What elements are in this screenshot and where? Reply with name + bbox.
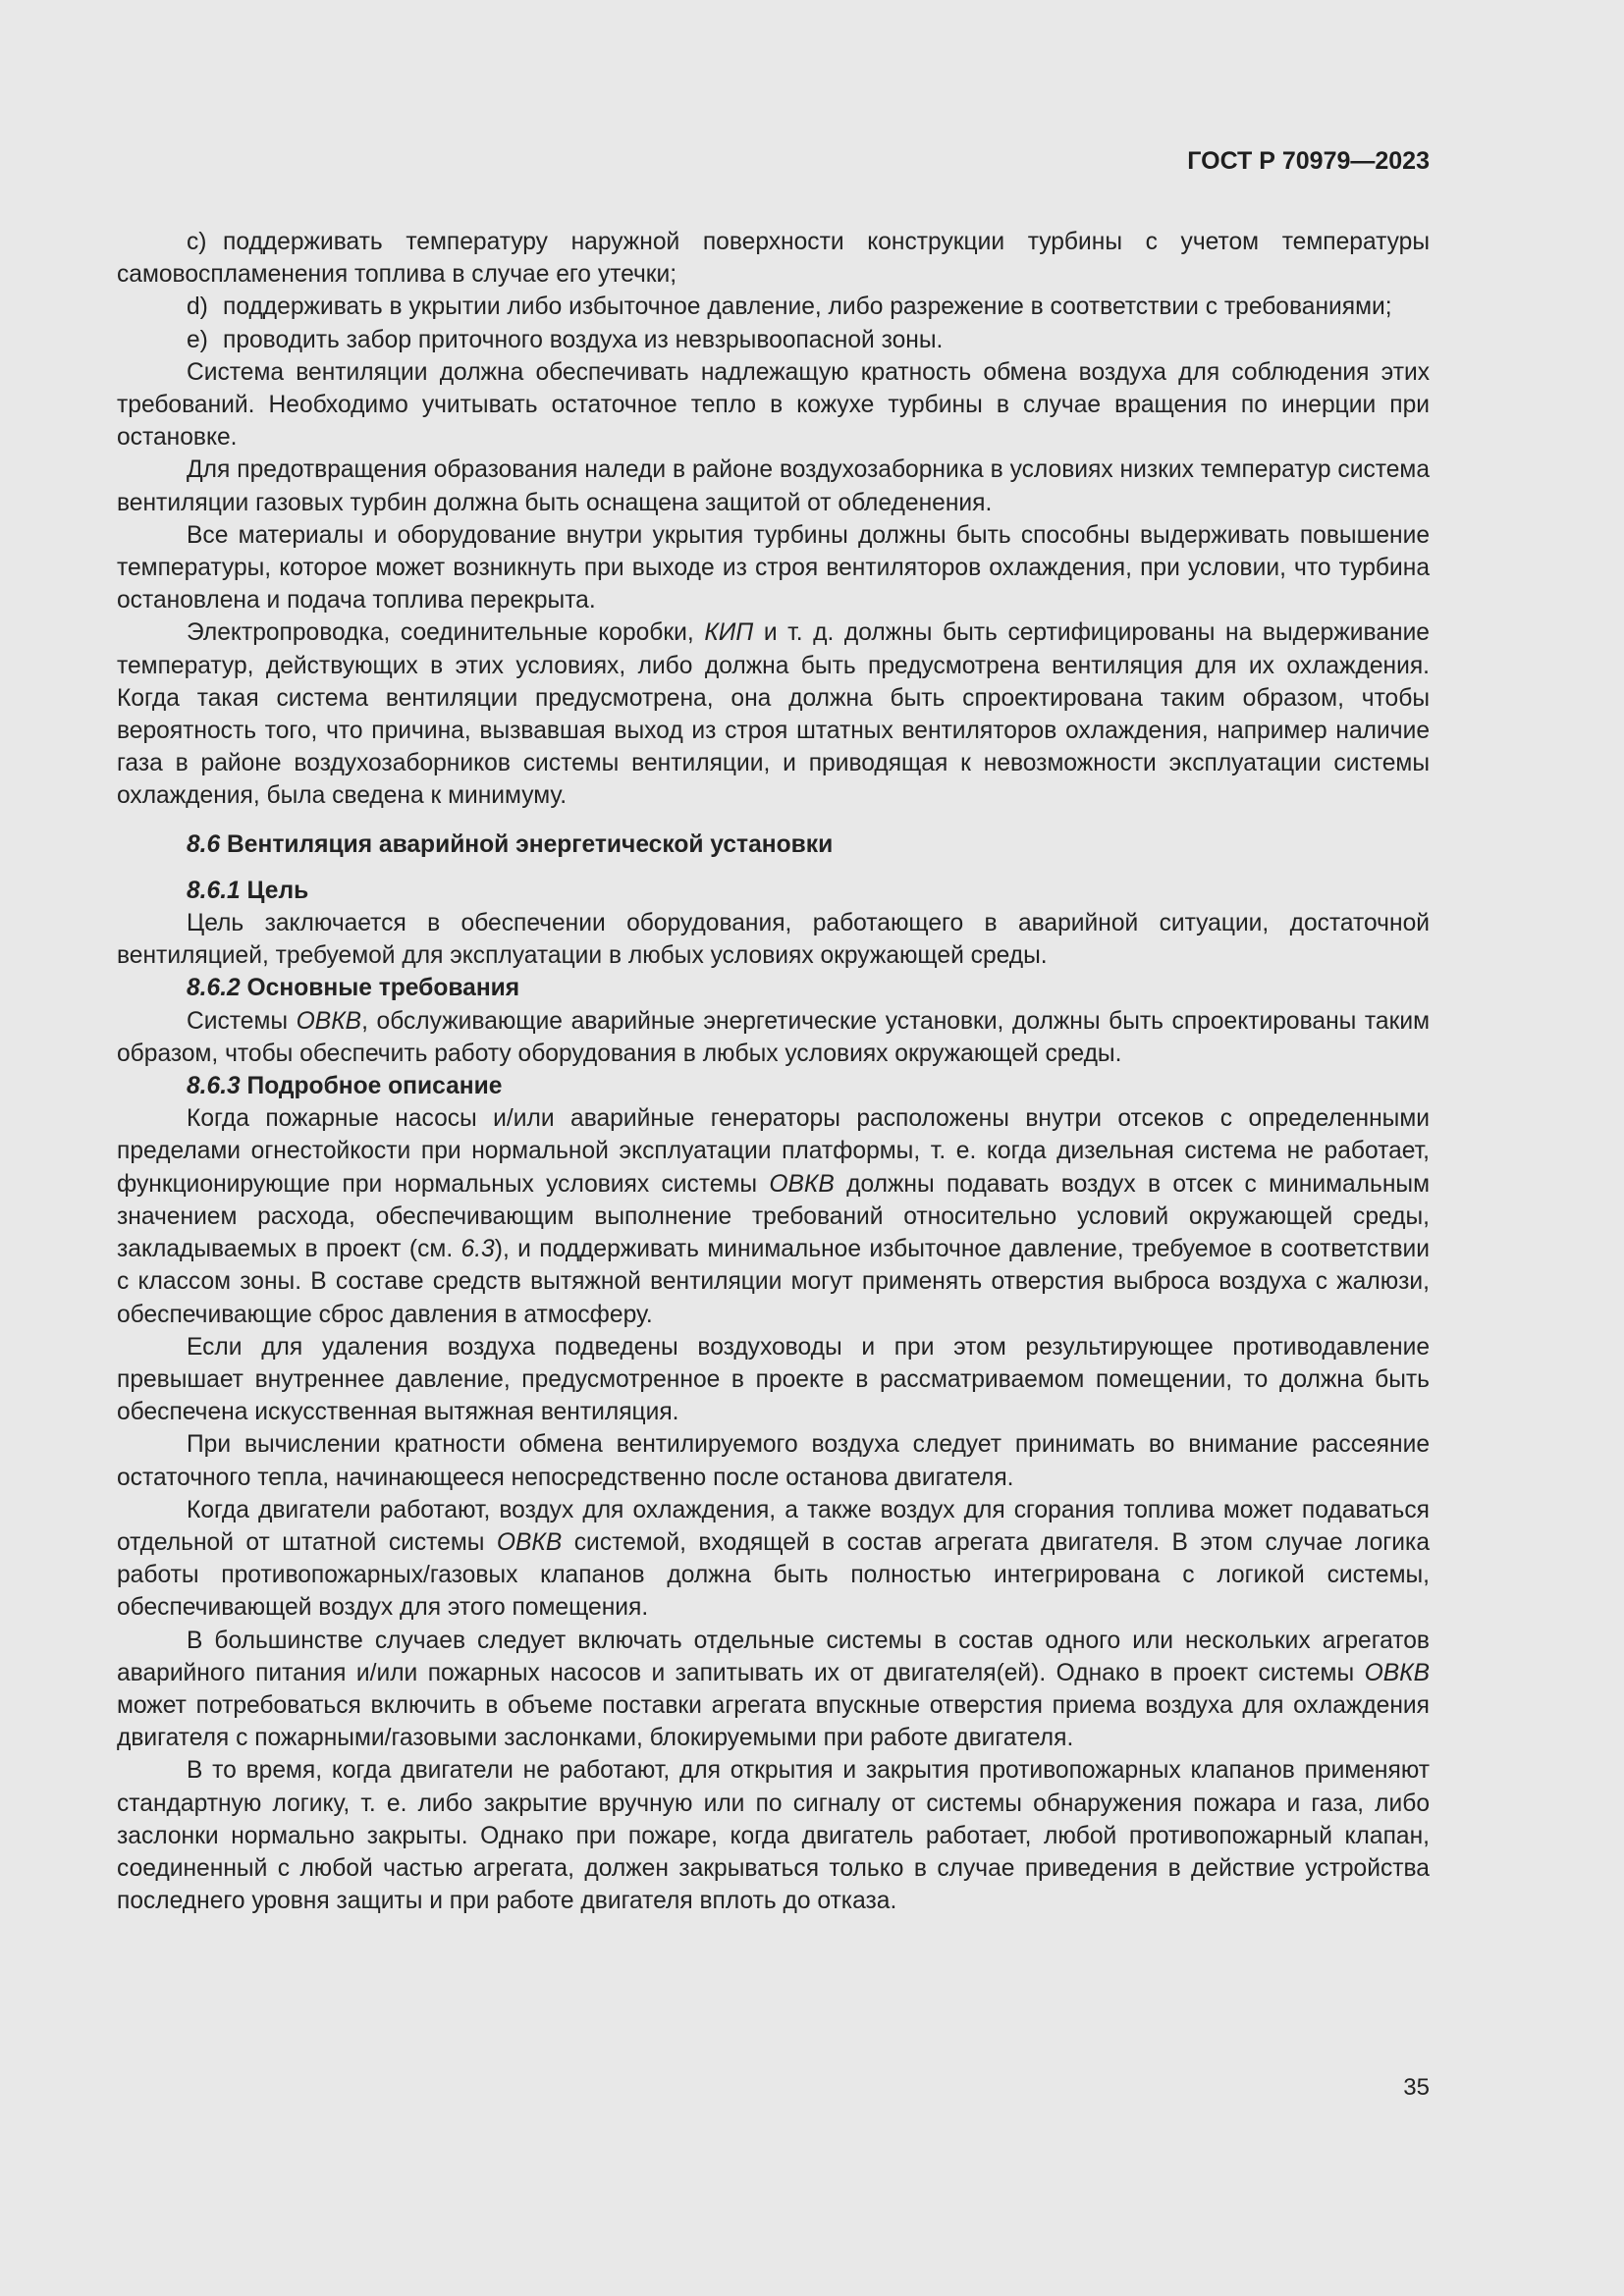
page-number: 35	[1403, 2074, 1430, 2101]
section-title: Цель	[246, 877, 309, 904]
paragraph	[117, 1494, 1430, 1625]
text-run: ), и поддерживать минимальное избыточное давление, требуемое в соответствии с классом зоны. В составе средств вытяжной вентиляции могут применять отверстия выброса воздуха с жалюзи, обеспечивающие сброс давления в атмосферу.	[117, 1236, 1430, 1328]
page-content	[117, 226, 1430, 1917]
abbreviation: КИП	[704, 619, 754, 647]
text-run: должны подавать воздух в отсек с минимальным значением расхода, обеспечивающим выполнение требований относительно условий окружающей среды, закладываемых в проект (см.	[117, 1170, 1430, 1263]
abbreviation: ОВКВ	[296, 1007, 362, 1035]
text-run: , обслуживающие аварийные энергетические установки, должны быть спроектированы таким образом, чтобы обеспечить работу оборудования в любых условиях окружающей среды.	[117, 1007, 1430, 1067]
paragraph: Для предотвращения образования наледи в районе воздухозаборника в условиях низких температур система вентиляции газовых турбин должна быть оснащена защитой от обледенения.	[117, 456, 1430, 516]
text-run: Электропроводка, соединительные коробки,	[187, 619, 705, 647]
paragraph	[117, 1625, 1430, 1755]
paragraph	[117, 1102, 1430, 1330]
paragraph: Если для удаления воздуха подведены воздуховоды и при этом результирующее противодавление превышает внутреннее давление, предусмотренное в проекте в рассматриваемом помещении, то должна быть обеспечена искусственная вытяжная вентиляция.	[117, 1333, 1430, 1426]
list-text: поддерживать температуру наружной поверхности конструкции турбины с учетом температуры самовоспламенения топлива в случае его утечки;	[117, 229, 1430, 289]
list-text: поддерживать в укрытии либо избыточное давление, либо разрежение в соответствии с требованиями;	[223, 294, 1392, 321]
section-number: 8.6.2	[187, 975, 241, 1002]
list-item-e	[117, 324, 1430, 356]
section-title: Вентиляция аварийной энергетической установки	[227, 830, 834, 858]
section-number: 8.6	[187, 830, 221, 858]
text-run: Когда двигатели работают, воздух для охлаждения, а также воздух для сгорания топлива может подаваться отдельной от штатной системы	[117, 1496, 1430, 1556]
list-marker: e)	[187, 326, 208, 353]
text-run: и т. д. должны быть сертифицированы на выдерживание температур, действующих в этих условиях, либо должна быть предусмотрена вентиляция для их охлаждения. Когда такая система вентиляции предусмотрена, она должна быть спроектирована таким образом, чтобы вероятность того, что причина, вызвавшая выход из строя штатных вентиляторов охлаждения, например наличие газа в районе воздухозаборников системы вентиляции, и приводящая к невозможности эксплуатации системы охлаждения, была сведена к минимуму.	[117, 619, 1430, 810]
list-text: проводить забор приточного воздуха из невзрывоопасной зоны.	[223, 326, 944, 353]
list-marker: c)	[187, 229, 207, 255]
list-marker: d)	[187, 294, 208, 321]
abbreviation: ОВКВ	[769, 1170, 835, 1198]
section-heading-8-6-2	[117, 972, 1430, 1004]
text-run: Системы	[187, 1007, 297, 1035]
paragraph: При вычислении кратности обмена вентилируемого воздуха следует принимать во внимание рассеяние остаточного тепла, начинающееся непосредственно после останова двигателя.	[117, 1431, 1430, 1491]
section-heading-8-6	[117, 828, 1430, 861]
abbreviation: ОВКВ	[496, 1528, 563, 1556]
text-run: системой, входящей в состав агрегата двигателя. В этом случае логика работы противопожарных/газовых клапанов должна быть полностью интегрирована с логикой системы, обеспечивающей воздух для этого помещения.	[117, 1528, 1430, 1622]
abbreviation: ОВКВ	[1364, 1659, 1430, 1686]
section-number: 8.6.1	[187, 877, 241, 904]
section-number: 8.6.3	[187, 1073, 241, 1100]
section-heading-8-6-3	[117, 1070, 1430, 1102]
paragraph: Система вентиляции должна обеспечивать надлежащую кратность обмена воздуха для соблюдения этих требований. Необходимо учитывать остаточное тепло в кожухе турбины в случае вращения по инерции при остановке.	[117, 358, 1430, 452]
standard-header: ГОСТ Р 70979—2023	[1187, 147, 1430, 175]
text-run: Когда пожарные насосы и/или аварийные генераторы расположены внутри отсеков с определенными пределами огнестойкости при нормальной эксплуатации платформы, т. е. когда дизельная система не работает, функционирующие при нормальных условиях системы	[117, 1105, 1430, 1198]
list-item-d	[117, 291, 1430, 323]
paragraph: Цель заключается в обеспечении оборудования, работающего в аварийной ситуации, достаточной вентиляцией, требуемой для эксплуатации в любых условиях окружающей среды.	[117, 910, 1430, 970]
paragraph	[117, 1005, 1430, 1070]
text-run: В большинстве случаев следует включать отдельные системы в состав одного или нескольких агрегатов аварийного питания и/или пожарных насосов и запитывать их от двигателя(ей). Однако в проект системы	[117, 1627, 1430, 1686]
cross-reference: 6.3	[460, 1236, 495, 1263]
section-title: Подробное описание	[246, 1073, 503, 1100]
paragraph: В то время, когда двигатели не работают, для открытия и закрытия противопожарных клапанов применяют стандартную логику, т. е. либо закрытие вручную или по сигналу от системы обнаружения пожара и газа, либо заслонки нормально закрыты. Однако при пожаре, когда двигатель работает, любой противопожарный клапан, соединенный с любой частью агрегата, должен закрываться только в случае приведения в действие устройства последнего уровня защиты и при работе двигателя вплоть до отказа.	[117, 1757, 1430, 1915]
section-title: Основные требования	[246, 975, 520, 1002]
text-run: может потребоваться включить в объеме поставки агрегата впускные отверстия приема воздуха для охлаждения двигателя с пожарными/газовыми заслонками, блокируемыми при работе двигателя.	[117, 1691, 1430, 1752]
list-item-c	[117, 226, 1430, 291]
paragraph: Все материалы и оборудование внутри укрытия турбины должны быть способны выдерживать повышение температуры, которое может возникнуть при выходе из строя вентиляторов охлаждения, при условии, что турбина остановлена и подача топлива перекрыта.	[117, 521, 1430, 614]
section-heading-8-6-1	[117, 875, 1430, 907]
paragraph-electrical	[117, 616, 1430, 812]
